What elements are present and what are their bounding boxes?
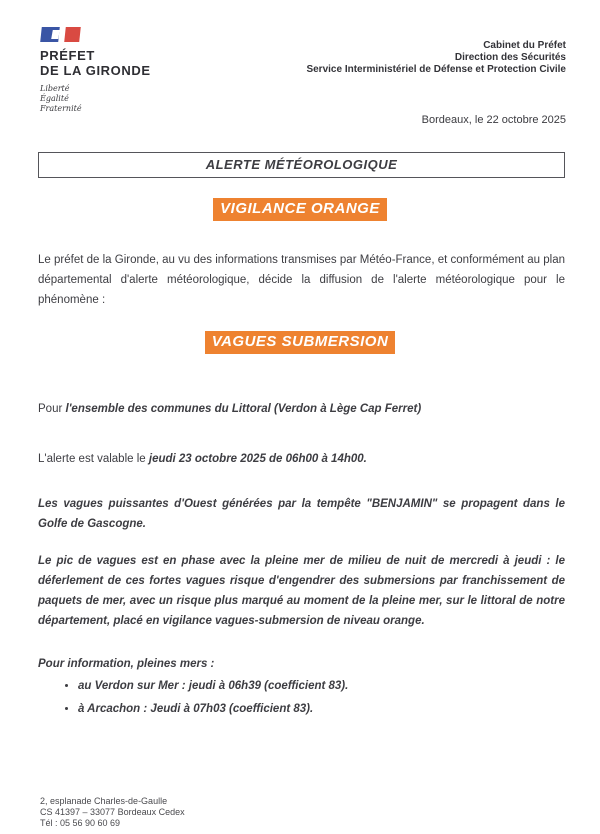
storm-paragraph: Les vagues puissantes d'Ouest générées par la tempête "BENJAMIN" se propagent dans le Golfe de Gascogne. xyxy=(38,498,565,530)
french-flag-icon xyxy=(40,26,84,44)
motto-egalite: Égalité xyxy=(40,94,69,103)
vigilance-orange-badge: VIGILANCE ORANGE xyxy=(213,198,387,221)
peak-paragraph: Le pic de vagues est en phase avec la pleine mer de milieu de nuit de mercredi à jeudi : le déferlement de ces fortes vagues risque d'engendrer des submersions par franchissement de paquets de mer, avec un risque plus marqué au moment de la pleine mer, sur le littoral de notre département, placé en vigilance vagues-submersion de niveau orange. xyxy=(38,555,565,627)
logo-title-line2: DE LA GIRONDE xyxy=(40,63,151,78)
scope-line xyxy=(38,399,565,419)
service-line-direction: Direction des Sécurités xyxy=(454,52,566,63)
service-line-sidpc: Service Interministériel de Défense et Protection Civile xyxy=(306,64,566,75)
tide-list-item-verdon: • au Verdon sur Mer : jeudi à 06h39 (coefficient 83). xyxy=(78,678,565,694)
logo-title-line1: PRÉFET xyxy=(40,48,95,63)
issuing-service-block xyxy=(306,40,566,76)
footer-phone: Tél : 05 56 90 60 69 xyxy=(40,818,121,828)
tide-list-item-arcachon: • à Arcachon : Jeudi à 07h03 (coefficient 83). xyxy=(78,701,565,717)
tides-heading: Pour information, pleines mers : xyxy=(38,658,215,670)
phenomenon-badge-row xyxy=(0,331,600,354)
scope-emphasis: l'ensemble des communes du Littoral (Verdon à Lège Cap Ferret) xyxy=(65,403,422,415)
validity-prefix: L'alerte est valable le xyxy=(38,453,149,465)
footer-street: 2, esplanade Charles-de-Gaulle xyxy=(40,796,168,806)
vigilance-badge-row xyxy=(0,198,600,221)
scope-prefix: Pour xyxy=(38,403,66,415)
logo-motto xyxy=(40,84,151,114)
alert-banner: ALERTE MÉTÉOROLOGIQUE xyxy=(38,152,565,178)
date-line: Bordeaux, le 22 octobre 2025 xyxy=(421,114,566,126)
validity-line xyxy=(38,449,565,469)
prefecture-logo xyxy=(40,26,151,114)
motto-fraternite: Fraternité xyxy=(40,104,82,113)
motto-liberte: Liberté xyxy=(40,84,70,93)
flag-red-stripe xyxy=(64,27,81,42)
service-line-cabinet: Cabinet du Préfet xyxy=(483,40,566,51)
tide-list xyxy=(38,678,565,724)
footer-city: CS 41397 – 33077 Bordeaux Cedex xyxy=(40,807,185,817)
validity-emphasis: jeudi 23 octobre 2025 de 06h00 à 14h00. xyxy=(148,453,367,465)
footer-address xyxy=(40,796,185,829)
intro-paragraph: Le préfet de la Gironde, au vu des informations transmises par Météo-France, et conformément au plan départemental d'alerte météorologique, décide la diffusion de l'alerte météorologique pour le phénomène : xyxy=(38,254,565,306)
phenomenon-badge: VAGUES SUBMERSION xyxy=(205,331,396,354)
